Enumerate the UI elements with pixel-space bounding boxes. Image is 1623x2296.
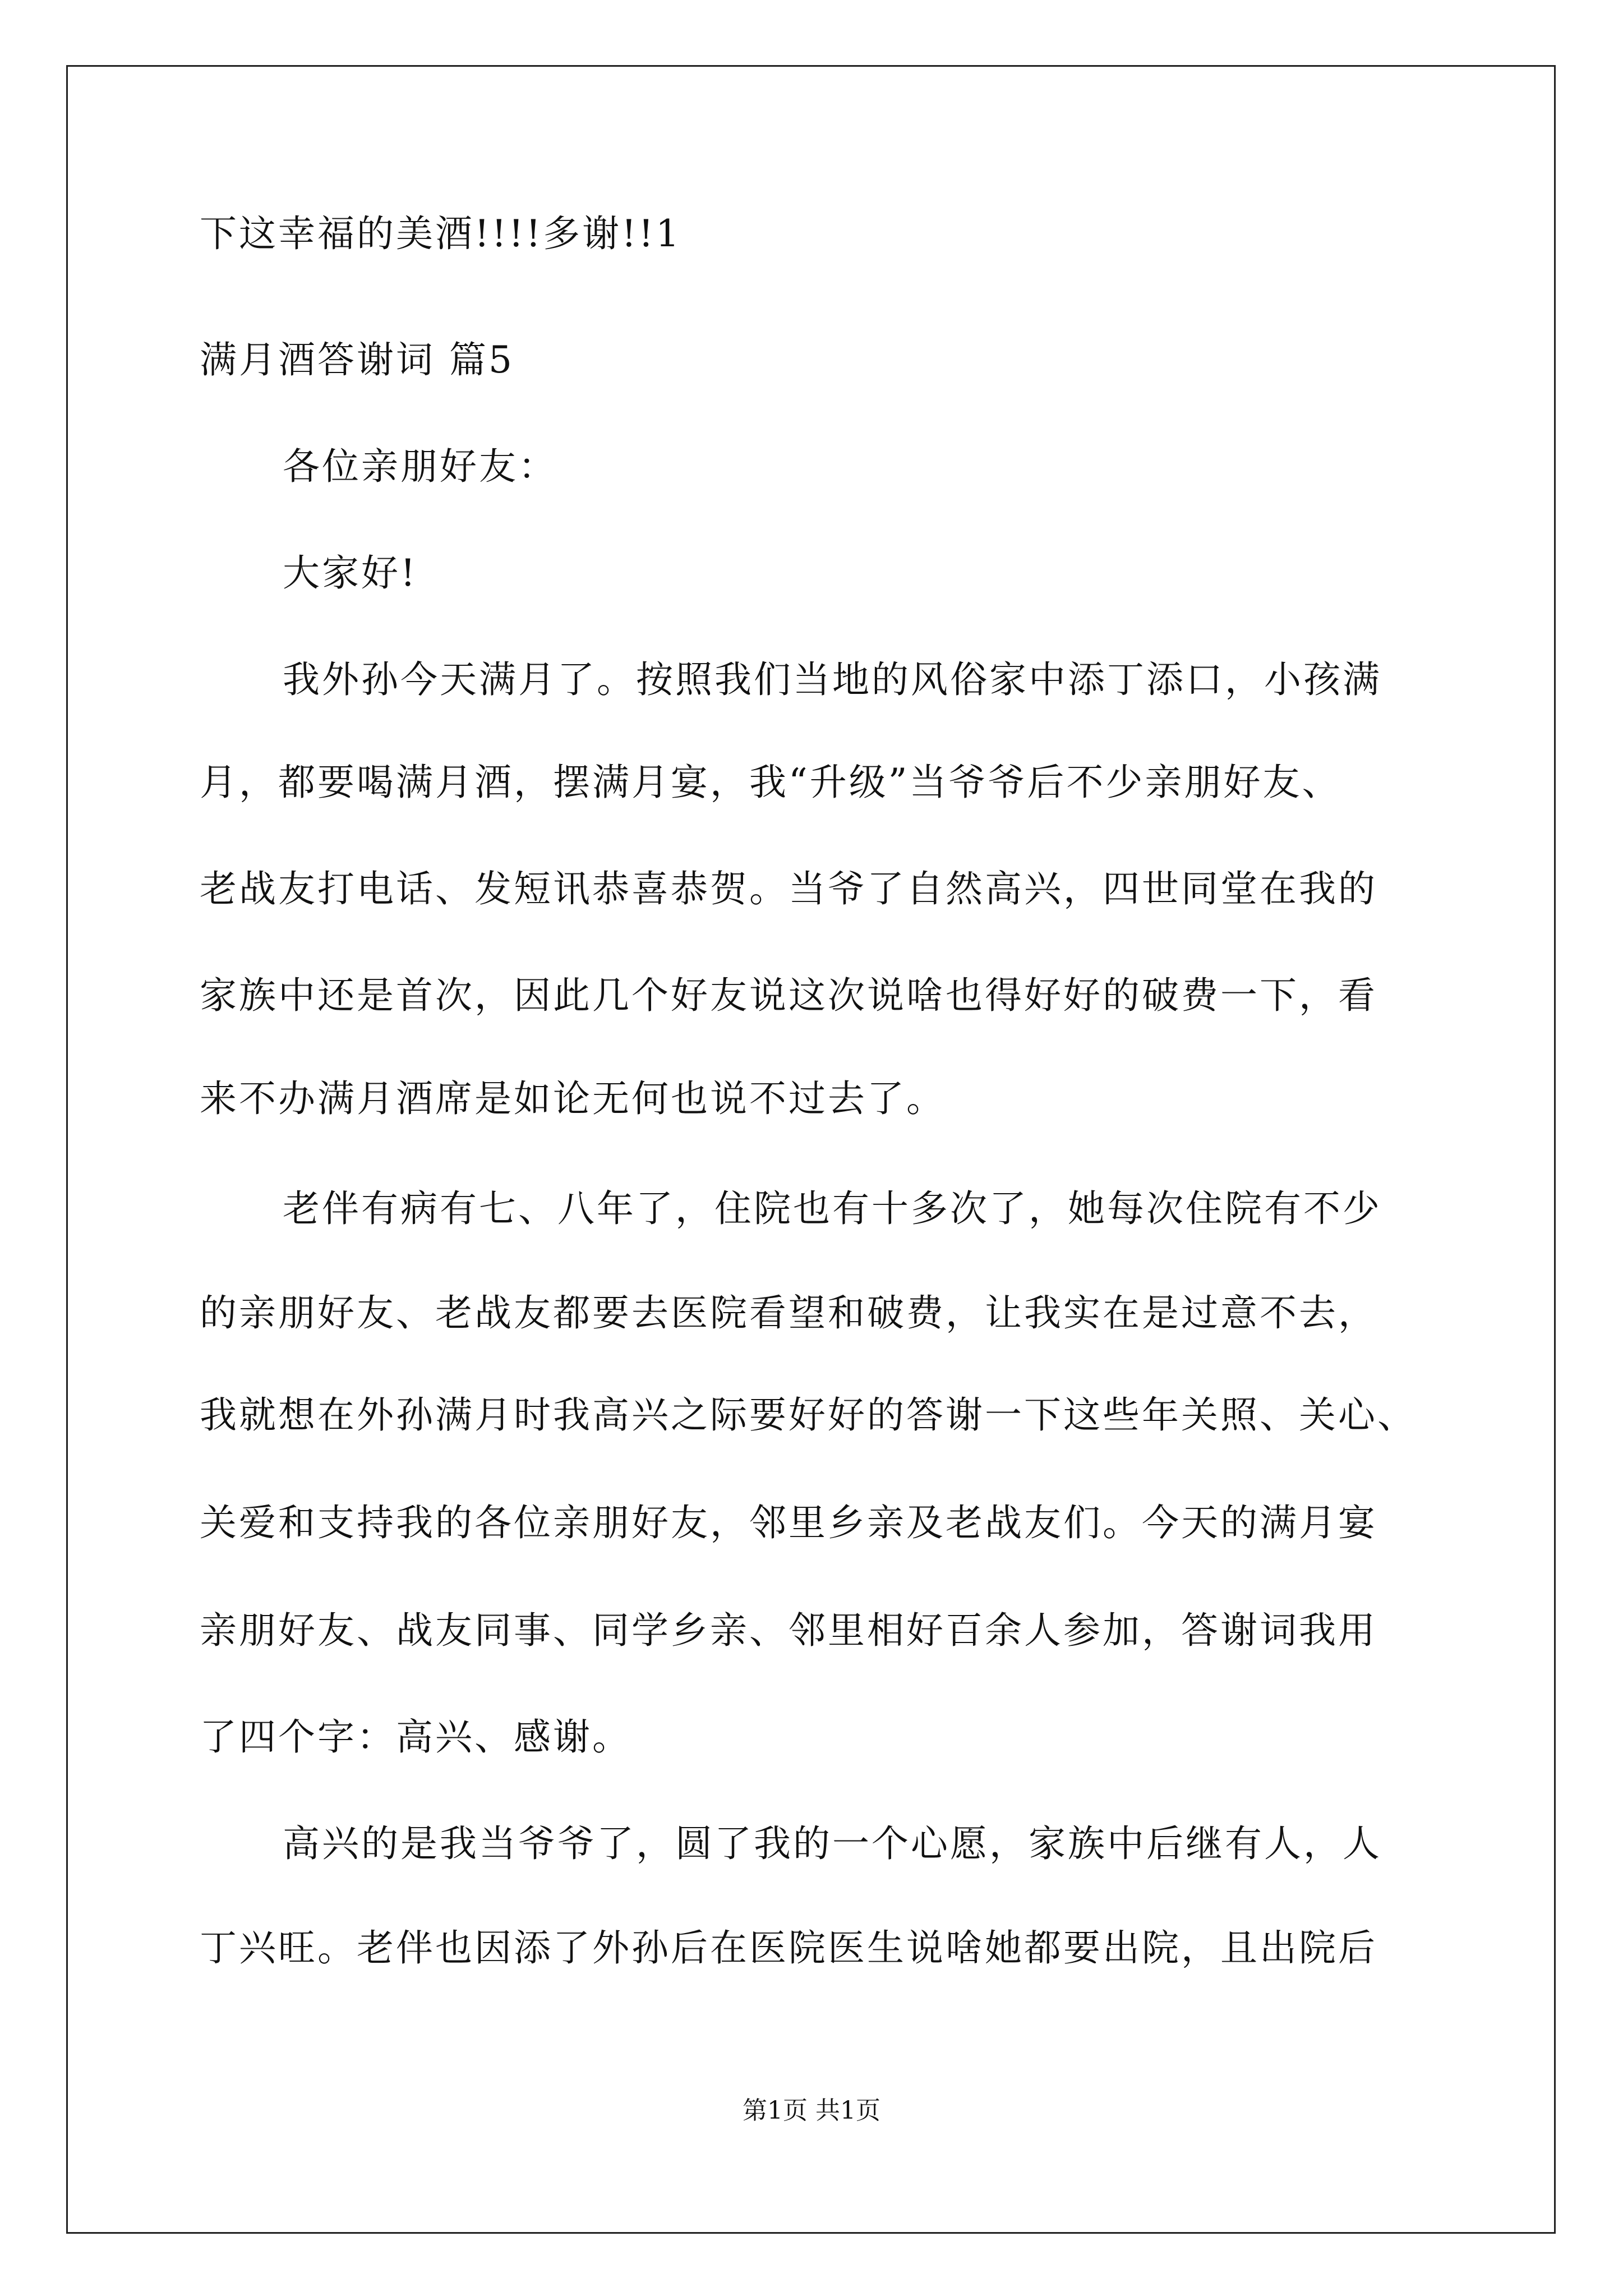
- paragraph-2-line-6: 了四个字：高兴、感谢。: [200, 1715, 631, 1759]
- paragraph-1-line-5: 来不办满月酒席是如论无何也说不过去了。: [200, 1077, 946, 1120]
- page-border: [66, 65, 1556, 2234]
- paragraph-2-line-5: 亲朋好友、战友同事、同学乡亲、邻里相好百余人参加，答谢词我用: [200, 1609, 1377, 1652]
- greeting: 大家好!: [283, 551, 418, 595]
- paragraph-1-line-1: 我外孙今天满月了。按照我们当地的风俗家中添丁添口，小孩满: [283, 658, 1382, 701]
- closing-line: 下这幸福的美酒!!!!多谢!!1: [200, 212, 682, 255]
- paragraph-1-line-2: 月，都要喝满月酒，摆满月宴，我“升级”当爷爷后不少亲朋好友、: [200, 761, 1341, 804]
- paragraph-2-line-3: 我就想在外孙满月时我高兴之际要好好的答谢一下这些年关照、关心、: [200, 1393, 1417, 1437]
- paragraph-1-line-3: 老战友打电话、发短讯恭喜恭贺。当爷了自然高兴，四世同堂在我的: [200, 867, 1377, 910]
- paragraph-1-line-4: 家族中还是首次，因此几个好友说这次说啥也得好好的破费一下，看: [200, 974, 1377, 1017]
- paragraph-3-line-1: 高兴的是我当爷爷了，圆了我的一个心愿，家族中后继有人，人: [283, 1822, 1382, 1865]
- paragraph-2-line-1: 老伴有病有七、八年了，住院也有十多次了，她每次住院有不少: [283, 1187, 1382, 1230]
- section-heading: 满月酒答谢词 篇5: [200, 338, 514, 381]
- paragraph-2-line-4: 关爱和支持我的各位亲朋好友，邻里乡亲及老战友们。今天的满月宴: [200, 1501, 1377, 1544]
- salutation: 各位亲朋好友：: [283, 445, 557, 488]
- page-footer: 第1页 共1页: [743, 2096, 880, 2125]
- paragraph-2-line-2: 的亲朋好友、老战友都要去医院看望和破费，让我实在是过意不去，: [200, 1291, 1377, 1335]
- paragraph-3-line-2: 丁兴旺。老伴也因添了外孙后在医院医生说啥她都要出院，且出院后: [200, 1926, 1377, 1970]
